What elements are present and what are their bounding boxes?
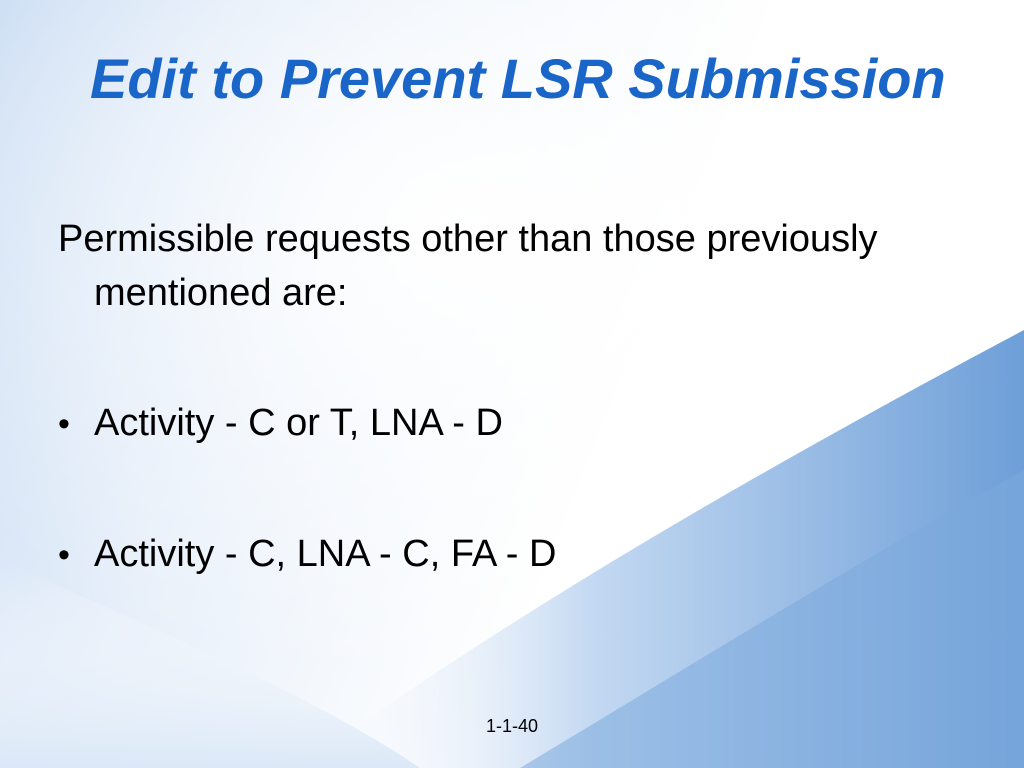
bullet-icon: • [58,536,70,574]
bullet-list [58,396,958,582]
bullet-item [58,527,958,582]
slide-body [58,212,958,582]
bullet-text: Activity - C or T, LNA - D [94,402,503,444]
slide-title: Edit to Prevent LSR Submission [90,47,946,110]
bullet-icon: • [58,405,70,443]
slide-number: 1-1-40 [485,716,539,736]
intro-text: Permissible requests other than those previously mentioned are: [58,218,878,314]
bullet-text: Activity - C, LNA - C, FA - D [94,533,557,575]
bullet-item [58,396,958,451]
